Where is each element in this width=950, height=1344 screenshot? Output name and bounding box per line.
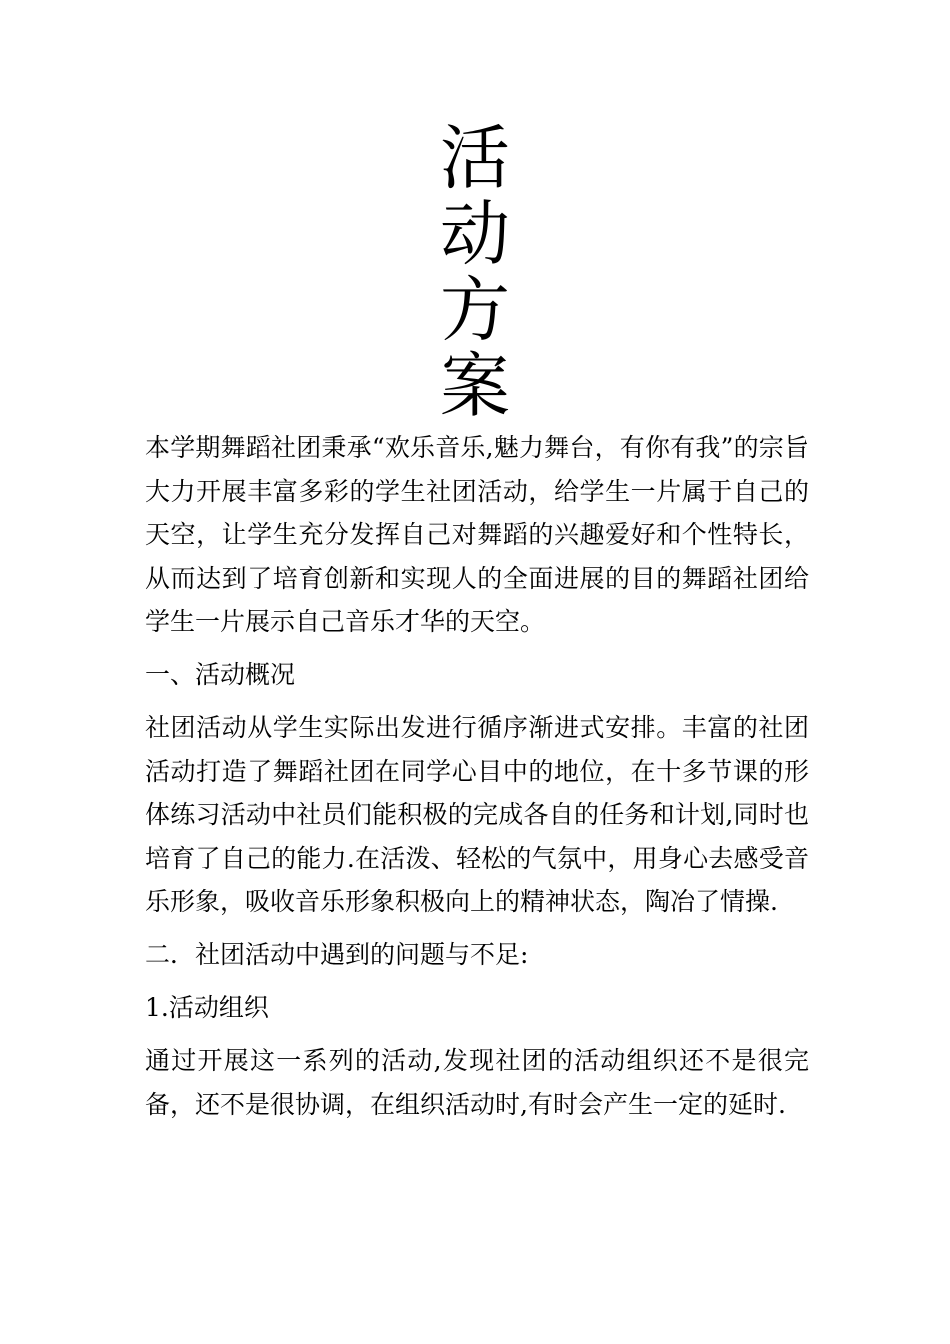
document-body [145, 426, 809, 1136]
document-title [435, 117, 515, 427]
title-char: 方 [440, 269, 510, 351]
title-char: 动 [440, 193, 510, 275]
subsection-heading-organization: 1.活动组织 [145, 993, 269, 1022]
overview-paragraph: 社团活动从学生实际出发进行循序渐进式安排。丰富的社团活动打造了舞蹈社团在同学心目中的地位，在十多节课的形体练习活动中社员们能积极的完成各自的任务和计划,同时也培育了自己的能力.在活泼、轻松的气氛中，用身心去感受音乐形象，吸收音乐形象积极向上的精神状态，陶冶了情操. [145, 713, 809, 916]
section-heading-problems: 二．社团活动中遇到的问题与不足: [145, 940, 529, 969]
intro-paragraph: 本学期舞蹈社团秉承“欢乐音乐,魅力舞台，有你有我”的宗旨大力开展丰富多彩的学生社团活动，给学生一片属于自己的天空，让学生充分发挥自己对舞蹈的兴趣爱好和个性特长，从而达到了培育创新和实现人的全面进展的目的舞蹈社团给学生一片展示自己音乐才华的天空。 [145, 433, 809, 636]
organization-paragraph: 通过开展这一系列的活动,发现社团的活动组织还不是很完备，还不是很协调，在组织活动时,有时会产生一定的延时. [145, 1046, 809, 1119]
title-char: 活 [440, 117, 510, 199]
title-char: 案 [440, 345, 510, 427]
section-heading-overview: 一、活动概况 [145, 660, 296, 689]
